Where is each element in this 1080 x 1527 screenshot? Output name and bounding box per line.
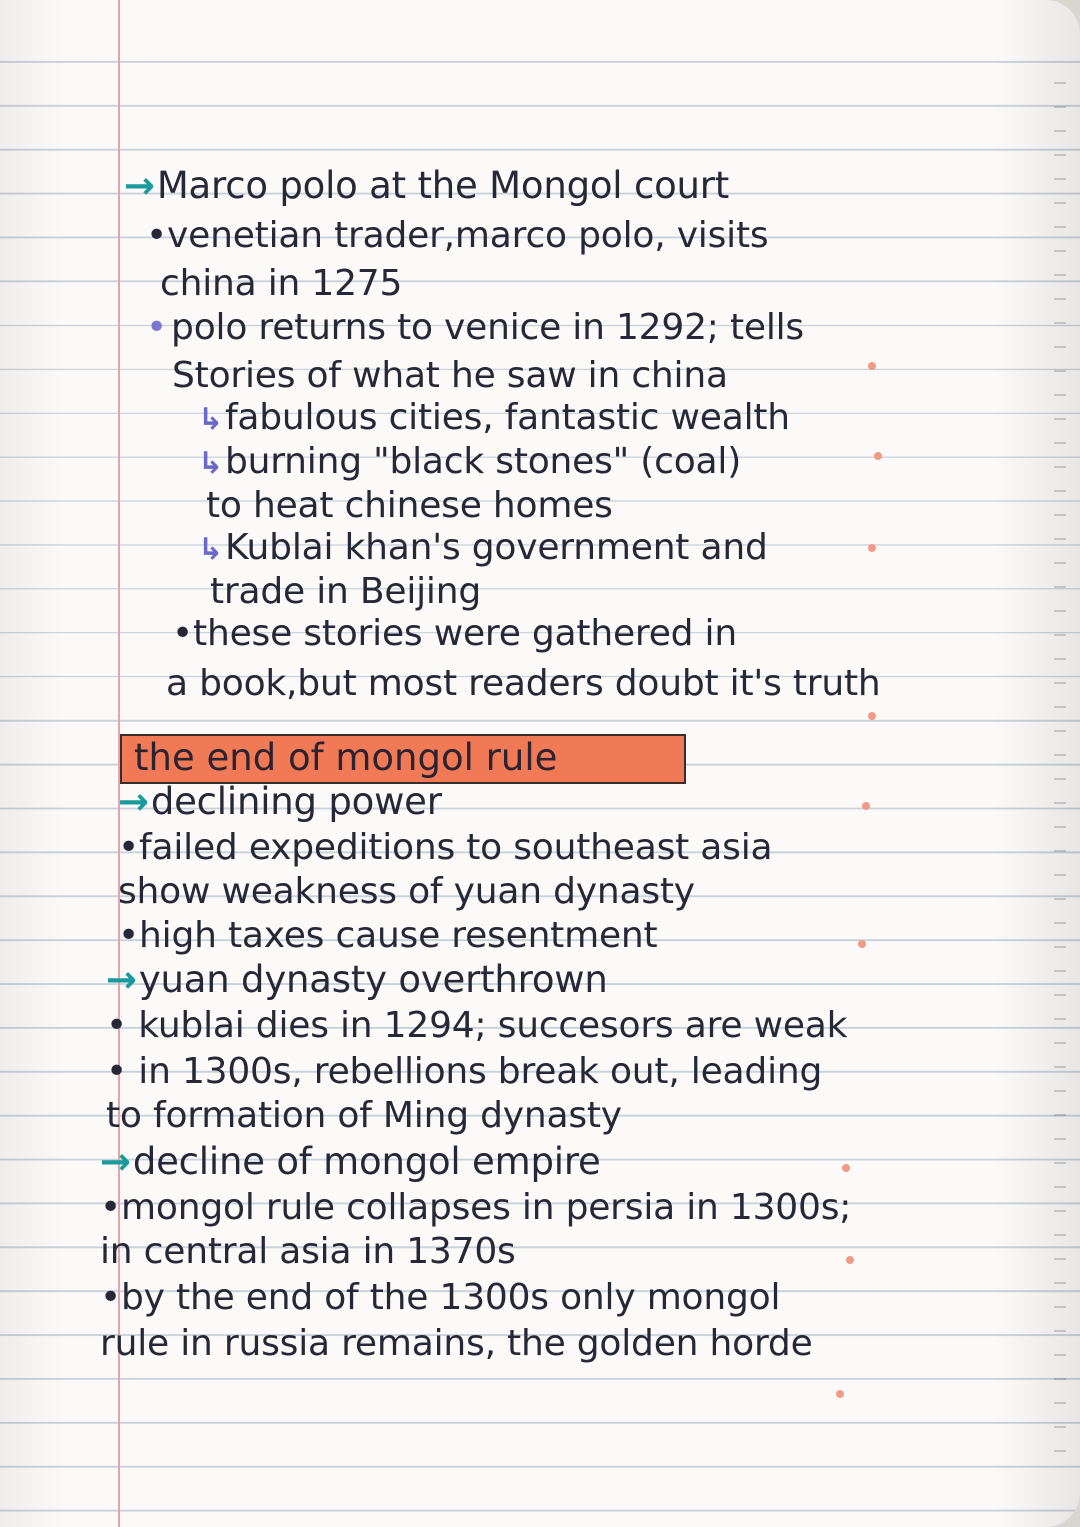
bullet-icon: •	[146, 307, 168, 348]
heading-declining-power: →declining power	[118, 780, 442, 823]
note-line: •mongol rule collapses in persia in 1300s;	[100, 1187, 852, 1228]
marker-dot	[868, 712, 876, 720]
down-right-arrow-icon: ↳	[198, 532, 223, 567]
sub-note-line: ↳burning "black stones" (coal)	[198, 441, 742, 482]
sub-note-line: ↳Kublai khan's government and	[198, 527, 768, 568]
marker-dot	[836, 1390, 844, 1398]
marker-dot	[842, 1164, 850, 1172]
marker-dot	[858, 940, 866, 948]
note-line: • polo returns to venice in 1292; tells	[146, 307, 804, 348]
note-line: •venetian trader,marco polo, visits	[146, 215, 769, 256]
sub-note-line: trade in Beijing	[210, 571, 482, 612]
note-line: • in 1300s, rebellions break out, leading	[106, 1051, 823, 1092]
note-line: • kublai dies in 1294; succesors are weak	[106, 1005, 848, 1046]
down-right-arrow-icon: ↳	[198, 446, 223, 481]
arrow-right-icon: →	[106, 958, 137, 1001]
arrow-right-icon: →	[118, 780, 149, 823]
note-line: rule in russia remains, the golden horde	[100, 1323, 813, 1364]
marker-dot	[846, 1256, 854, 1264]
note-line: show weakness of yuan dynasty	[118, 871, 695, 912]
marker-dot	[862, 802, 870, 810]
note-line: •by the end of the 1300s only mongol	[100, 1277, 781, 1318]
sub-note-line: ↳fabulous cities, fantastic wealth	[198, 397, 790, 438]
note-line: china in 1275	[160, 263, 403, 304]
note-line: •failed expeditions to southeast asia	[118, 827, 773, 868]
note-line: •high taxes cause resentment	[118, 915, 658, 956]
page-edge-shadow	[1054, 60, 1066, 1460]
note-line: to formation of Ming dynasty	[106, 1095, 622, 1136]
note-line: Stories of what he saw in china	[172, 355, 728, 396]
heading-yuan-overthrown: →yuan dynasty overthrown	[106, 958, 608, 1001]
note-line: a book,but most readers doubt it's truth	[166, 663, 881, 704]
arrow-right-icon: →	[124, 164, 155, 207]
sub-note-line: to heat chinese homes	[206, 485, 613, 526]
down-right-arrow-icon: ↳	[198, 402, 223, 437]
note-line: •these stories were gathered in	[172, 613, 737, 654]
marker-dot	[874, 452, 882, 460]
arrow-right-icon: →	[100, 1140, 131, 1183]
marker-dot	[868, 362, 876, 370]
note-line: in central asia in 1370s	[100, 1231, 516, 1272]
marker-dot	[868, 544, 876, 552]
section-title: the end of mongol rule	[134, 736, 558, 779]
heading-marco-polo: →Marco polo at the Mongol court	[124, 164, 730, 207]
heading-decline-empire: →decline of mongol empire	[100, 1140, 601, 1183]
